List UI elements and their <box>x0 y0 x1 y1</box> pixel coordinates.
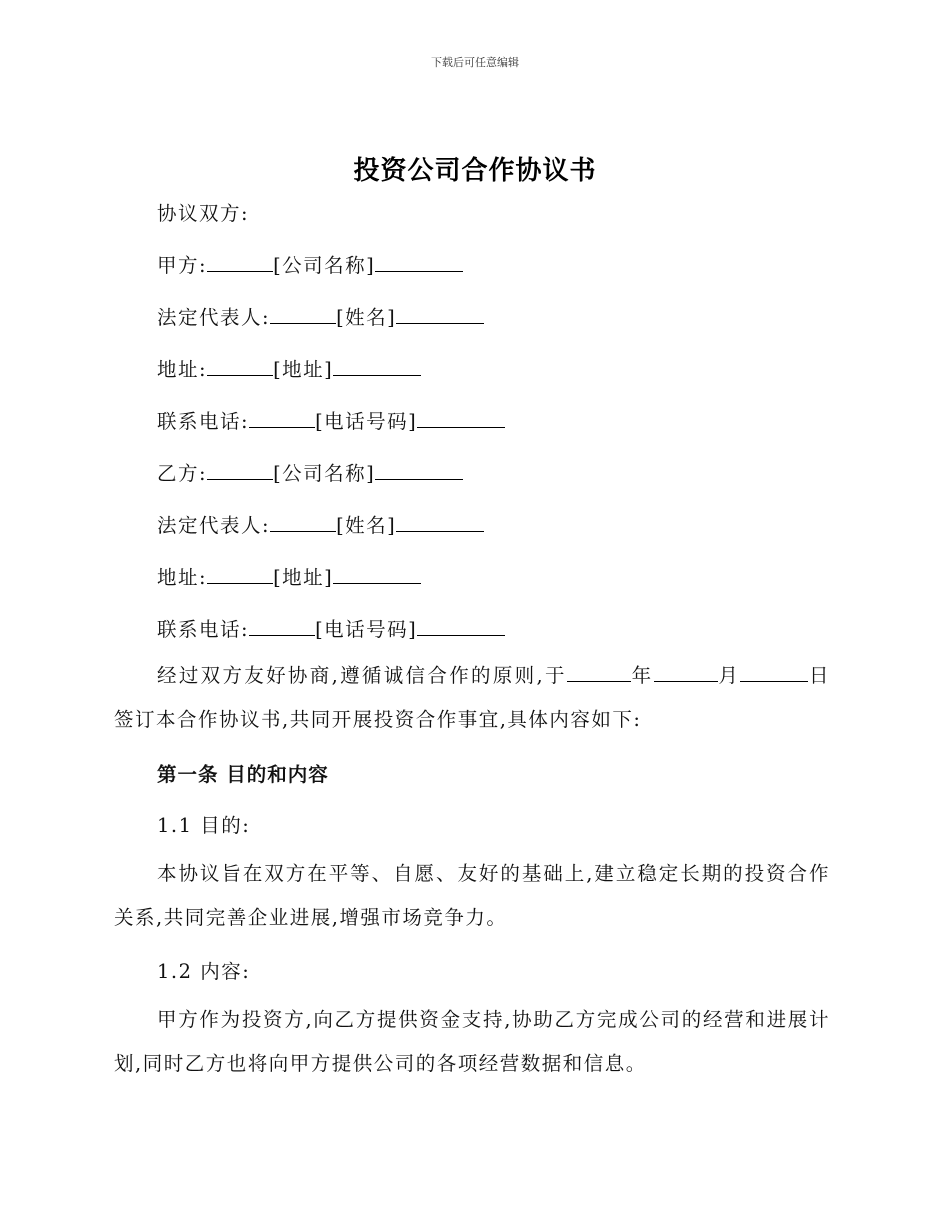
blank-field[interactable] <box>207 359 273 376</box>
blank-field[interactable] <box>249 619 315 636</box>
party-b-phone-placeholder: [电话号码] <box>315 618 418 641</box>
party-a-rep-label: 法定代表人: <box>157 306 271 329</box>
blank-field[interactable] <box>270 515 336 532</box>
month-blank[interactable] <box>654 665 718 682</box>
party-b-phone-label: 联系电话: <box>157 618 250 641</box>
party-a-addr-line <box>157 354 421 382</box>
page-header-note: 下载后可任意编辑 <box>431 56 519 69</box>
party-a-addr-label: 地址: <box>157 358 208 381</box>
blank-field[interactable] <box>207 255 273 272</box>
blank-field[interactable] <box>375 463 463 480</box>
preamble-month: 月 <box>717 664 741 687</box>
parties-intro: 协议双方: <box>157 202 250 225</box>
blank-field[interactable] <box>333 359 421 376</box>
blank-field[interactable] <box>417 411 505 428</box>
party-a-name-line <box>157 250 463 278</box>
section-1-1-label: 1.1 目的: <box>157 814 251 837</box>
party-b-phone-line <box>157 614 505 642</box>
blank-field[interactable] <box>396 307 484 324</box>
party-a-name-placeholder: [公司名称] <box>273 254 376 277</box>
party-b-rep-line <box>157 510 484 538</box>
party-a-rep-placeholder: [姓名] <box>336 306 397 329</box>
preamble-year: 年 <box>630 664 654 687</box>
party-a-phone-label: 联系电话: <box>157 410 250 433</box>
document-title: 投资公司合作协议书 <box>353 156 597 186</box>
blank-field[interactable] <box>417 619 505 636</box>
party-a-rep-line <box>157 302 484 330</box>
blank-field[interactable] <box>396 515 484 532</box>
party-b-addr-placeholder: [地址] <box>273 566 334 589</box>
party-a-name-label: 甲方: <box>157 254 208 277</box>
day-blank[interactable] <box>740 665 808 682</box>
party-b-addr-line <box>157 562 421 590</box>
party-b-name-label: 乙方: <box>157 462 208 485</box>
party-a-addr-placeholder: [地址] <box>273 358 334 381</box>
preamble-paragraph <box>114 654 830 742</box>
article-1-heading: 第一条 目的和内容 <box>157 763 329 786</box>
section-1-1-text: 本协议旨在双方在平等、自愿、友好的基础上,建立稳定长期的投资合作关系,共同完善企业进展,增强市场竞争力。 <box>114 862 830 929</box>
section-1-2-label: 1.2 内容: <box>157 960 251 983</box>
party-a-phone-placeholder: [电话号码] <box>315 410 418 433</box>
party-b-name-line <box>157 458 463 486</box>
party-b-rep-label: 法定代表人: <box>157 514 271 537</box>
section-1-2-text: 甲方作为投资方,向乙方提供资金支持,协助乙方完成公司的经营和进展计划,同时乙方也将向甲方提供公司的各项经营数据和信息。 <box>114 1008 830 1075</box>
preamble-text-1: 经过双方友好协商,遵循诚信合作的原则,于 <box>157 664 567 687</box>
year-blank[interactable] <box>567 665 631 682</box>
party-b-addr-label: 地址: <box>157 566 208 589</box>
party-a-phone-line <box>157 406 505 434</box>
blank-field[interactable] <box>249 411 315 428</box>
blank-field[interactable] <box>270 307 336 324</box>
blank-field[interactable] <box>375 255 463 272</box>
preamble-text-2: 日签订本合作协议书,共同开展投资合作事宜,具体内容如下: <box>114 664 830 731</box>
blank-field[interactable] <box>207 463 273 480</box>
party-b-rep-placeholder: [姓名] <box>336 514 397 537</box>
blank-field[interactable] <box>333 567 421 584</box>
blank-field[interactable] <box>207 567 273 584</box>
party-b-name-placeholder: [公司名称] <box>273 462 376 485</box>
